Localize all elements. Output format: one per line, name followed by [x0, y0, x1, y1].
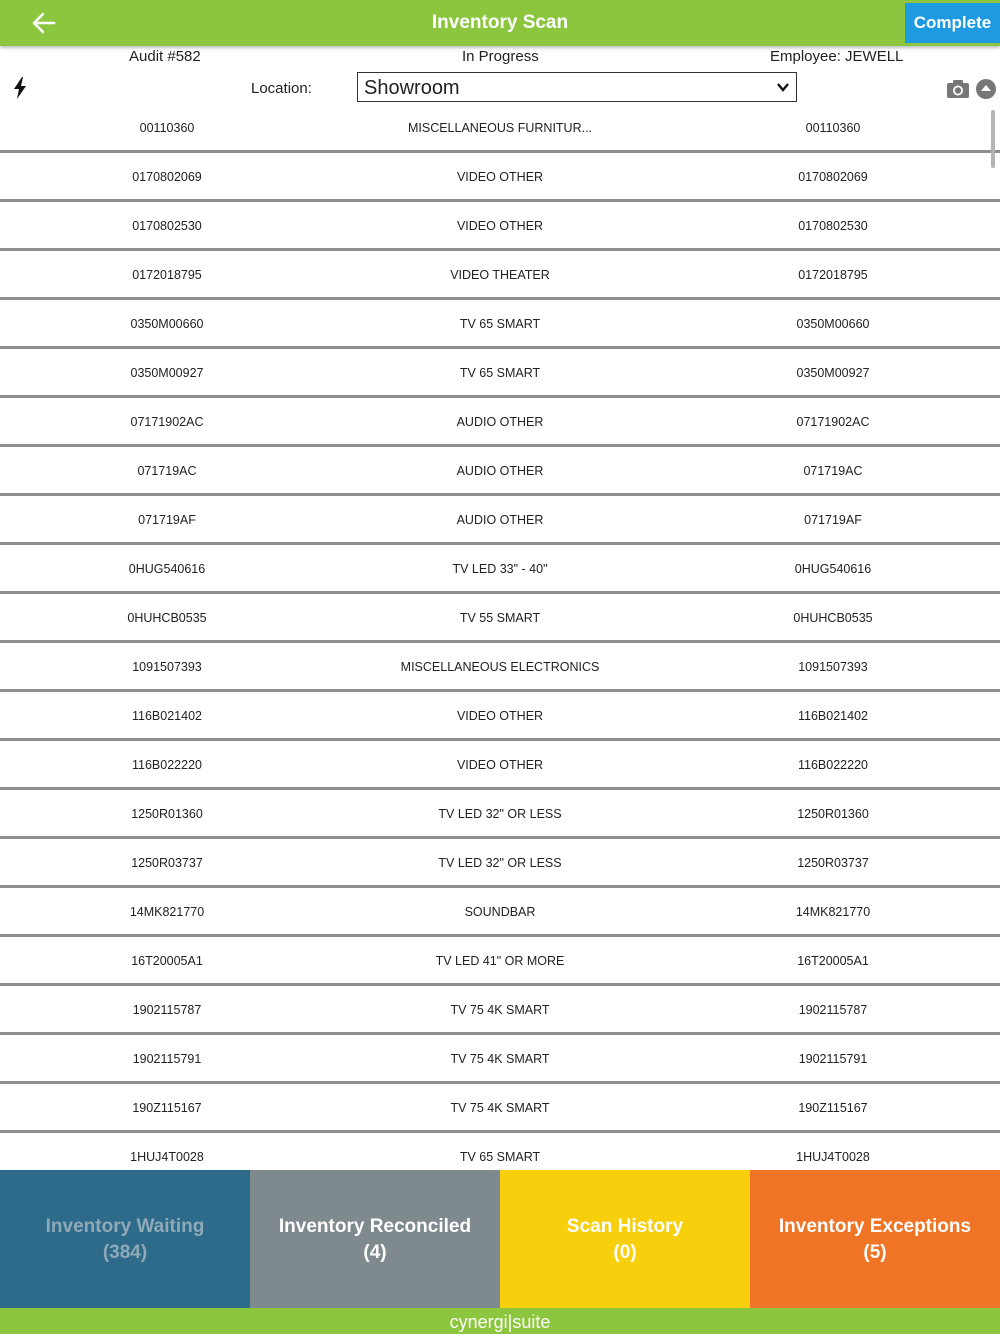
table-row[interactable]: [0, 643, 1000, 692]
employee-name: Employee: JEWELL: [770, 48, 904, 65]
item-serial: 07171902AC: [796, 415, 870, 429]
tab-scan-history[interactable]: [500, 1170, 750, 1308]
tab-label: Scan History: [566, 1216, 684, 1237]
table-row[interactable]: [0, 251, 1000, 300]
item-code: 0HUHCB0535: [127, 611, 207, 625]
audit-status: In Progress: [462, 48, 539, 65]
item-description: TV LED 32" OR LESS: [438, 856, 562, 870]
item-code: 0172018795: [132, 268, 202, 282]
item-serial: 16T20005A1: [797, 954, 869, 968]
tab-count: (4): [363, 1242, 387, 1263]
camera-icon[interactable]: [946, 78, 970, 100]
item-serial: 0350M00927: [796, 366, 870, 380]
item-code: 190Z115167: [132, 1101, 202, 1115]
table-row[interactable]: [0, 839, 1000, 888]
table-row[interactable]: [0, 1133, 1000, 1170]
item-description: TV 75 4K SMART: [450, 1101, 550, 1115]
item-serial: 116B022220: [798, 758, 868, 772]
item-code: 0350M00927: [130, 366, 204, 380]
tab-inventory-exceptions[interactable]: [750, 1170, 1000, 1308]
item-code: 00110360: [139, 121, 195, 135]
location-toolbar: [0, 68, 1000, 108]
scroll-up-icon[interactable]: [975, 78, 997, 100]
item-description: AUDIO OTHER: [456, 464, 544, 478]
item-description: VIDEO THEATER: [450, 268, 550, 282]
item-serial: 071719AC: [803, 464, 863, 478]
item-serial: 1902115787: [798, 1003, 868, 1017]
item-serial: 116B021402: [798, 709, 868, 723]
list-scrollbar[interactable]: [991, 110, 995, 168]
item-description: TV LED 33" - 40": [452, 562, 548, 576]
table-row[interactable]: [0, 104, 1000, 153]
item-serial: 0170802530: [798, 219, 868, 233]
item-description: SOUNDBAR: [464, 905, 536, 919]
bottom-tabs: [0, 1170, 1000, 1308]
table-row[interactable]: [0, 398, 1000, 447]
page-title: Inventory Scan: [431, 12, 569, 33]
location-label: Location:: [251, 80, 312, 97]
table-row[interactable]: [0, 888, 1000, 937]
tab-count: (384): [102, 1242, 148, 1263]
item-serial: 0170802069: [798, 170, 868, 184]
table-row[interactable]: [0, 300, 1000, 349]
location-select[interactable]: [357, 72, 797, 102]
table-row[interactable]: [0, 692, 1000, 741]
table-row[interactable]: [0, 349, 1000, 398]
table-row[interactable]: [0, 202, 1000, 251]
item-code: 07171902AC: [130, 415, 204, 429]
tab-inventory-waiting[interactable]: [0, 1170, 250, 1308]
tab-label: Inventory Exceptions: [778, 1216, 972, 1237]
item-serial: 1091507393: [798, 660, 868, 674]
item-code: 16T20005A1: [131, 954, 203, 968]
table-row[interactable]: [0, 1084, 1000, 1133]
item-serial: 14MK821770: [795, 905, 871, 919]
item-description: TV 75 4K SMART: [450, 1003, 550, 1017]
table-row[interactable]: [0, 545, 1000, 594]
item-code: 1250R03737: [131, 856, 203, 870]
item-code: 1902115787: [132, 1003, 202, 1017]
item-code: 0170802069: [132, 170, 202, 184]
item-code: 1HUJ4T0028: [130, 1150, 204, 1164]
item-description: MISCELLANEOUS ELECTRONICS: [400, 660, 600, 674]
item-code: 116B022220: [132, 758, 202, 772]
item-serial: 071719AF: [804, 513, 862, 527]
item-description: VIDEO OTHER: [456, 758, 544, 772]
item-serial: 00110360: [805, 121, 861, 135]
table-row[interactable]: [0, 496, 1000, 545]
table-row[interactable]: [0, 937, 1000, 986]
tab-label: Inventory Waiting: [45, 1216, 205, 1237]
flash-icon[interactable]: [10, 76, 30, 100]
item-description: TV LED 32" OR LESS: [438, 807, 562, 821]
brand-footer: cynergi|suite: [0, 1308, 1000, 1334]
audit-info-bar: [0, 46, 1000, 68]
item-description: TV 65 SMART: [459, 366, 541, 380]
item-code: 0170802530: [132, 219, 202, 233]
item-description: TV 65 SMART: [459, 317, 541, 331]
table-row[interactable]: [0, 741, 1000, 790]
tab-inventory-reconciled[interactable]: [250, 1170, 500, 1308]
table-row[interactable]: [0, 1035, 1000, 1084]
item-description: VIDEO OTHER: [456, 170, 544, 184]
item-serial: 1250R01360: [797, 807, 869, 821]
item-description: TV LED 41" OR MORE: [435, 954, 565, 968]
item-description: TV 75 4K SMART: [450, 1052, 550, 1066]
complete-button[interactable]: Complete: [905, 3, 1000, 43]
item-code: 14MK821770: [129, 905, 205, 919]
item-description: VIDEO OTHER: [456, 709, 544, 723]
item-serial: 1902115791: [798, 1052, 868, 1066]
item-code: 0350M00660: [130, 317, 204, 331]
table-row[interactable]: [0, 447, 1000, 496]
tab-count: (5): [863, 1242, 887, 1263]
item-code: 0HUG540616: [128, 562, 206, 576]
item-serial: 1HUJ4T0028: [796, 1150, 870, 1164]
item-code: 071719AC: [137, 464, 197, 478]
audit-number: Audit #582: [129, 48, 201, 65]
item-serial: 0172018795: [798, 268, 868, 282]
item-serial: 0HUHCB0535: [793, 611, 873, 625]
item-serial: 0350M00660: [796, 317, 870, 331]
tab-count: (0): [613, 1242, 637, 1263]
location-value: Showroom: [364, 77, 460, 99]
item-description: TV 65 SMART: [459, 1150, 541, 1164]
table-row[interactable]: [0, 594, 1000, 643]
item-code: 116B021402: [132, 709, 202, 723]
item-description: AUDIO OTHER: [456, 415, 544, 429]
item-code: 071719AF: [138, 513, 196, 527]
item-description: AUDIO OTHER: [456, 513, 544, 527]
top-bar: [0, 0, 1000, 46]
item-code: 1250R01360: [131, 807, 203, 821]
item-code: 1902115791: [132, 1052, 202, 1066]
table-row[interactable]: [0, 153, 1000, 202]
item-code: 1091507393: [132, 660, 202, 674]
item-serial: 190Z115167: [798, 1101, 868, 1115]
chevron-down-icon: [776, 80, 790, 94]
item-description: TV 55 SMART: [459, 611, 541, 625]
item-description: VIDEO OTHER: [456, 219, 544, 233]
tab-label: Inventory Reconciled: [278, 1216, 472, 1237]
table-row[interactable]: [0, 986, 1000, 1035]
item-serial: 1250R03737: [797, 856, 869, 870]
item-description: MISCELLANEOUS FURNITUR...: [407, 121, 593, 135]
item-serial: 0HUG540616: [794, 562, 872, 576]
inventory-list[interactable]: [0, 104, 1000, 1170]
table-row[interactable]: [0, 790, 1000, 839]
